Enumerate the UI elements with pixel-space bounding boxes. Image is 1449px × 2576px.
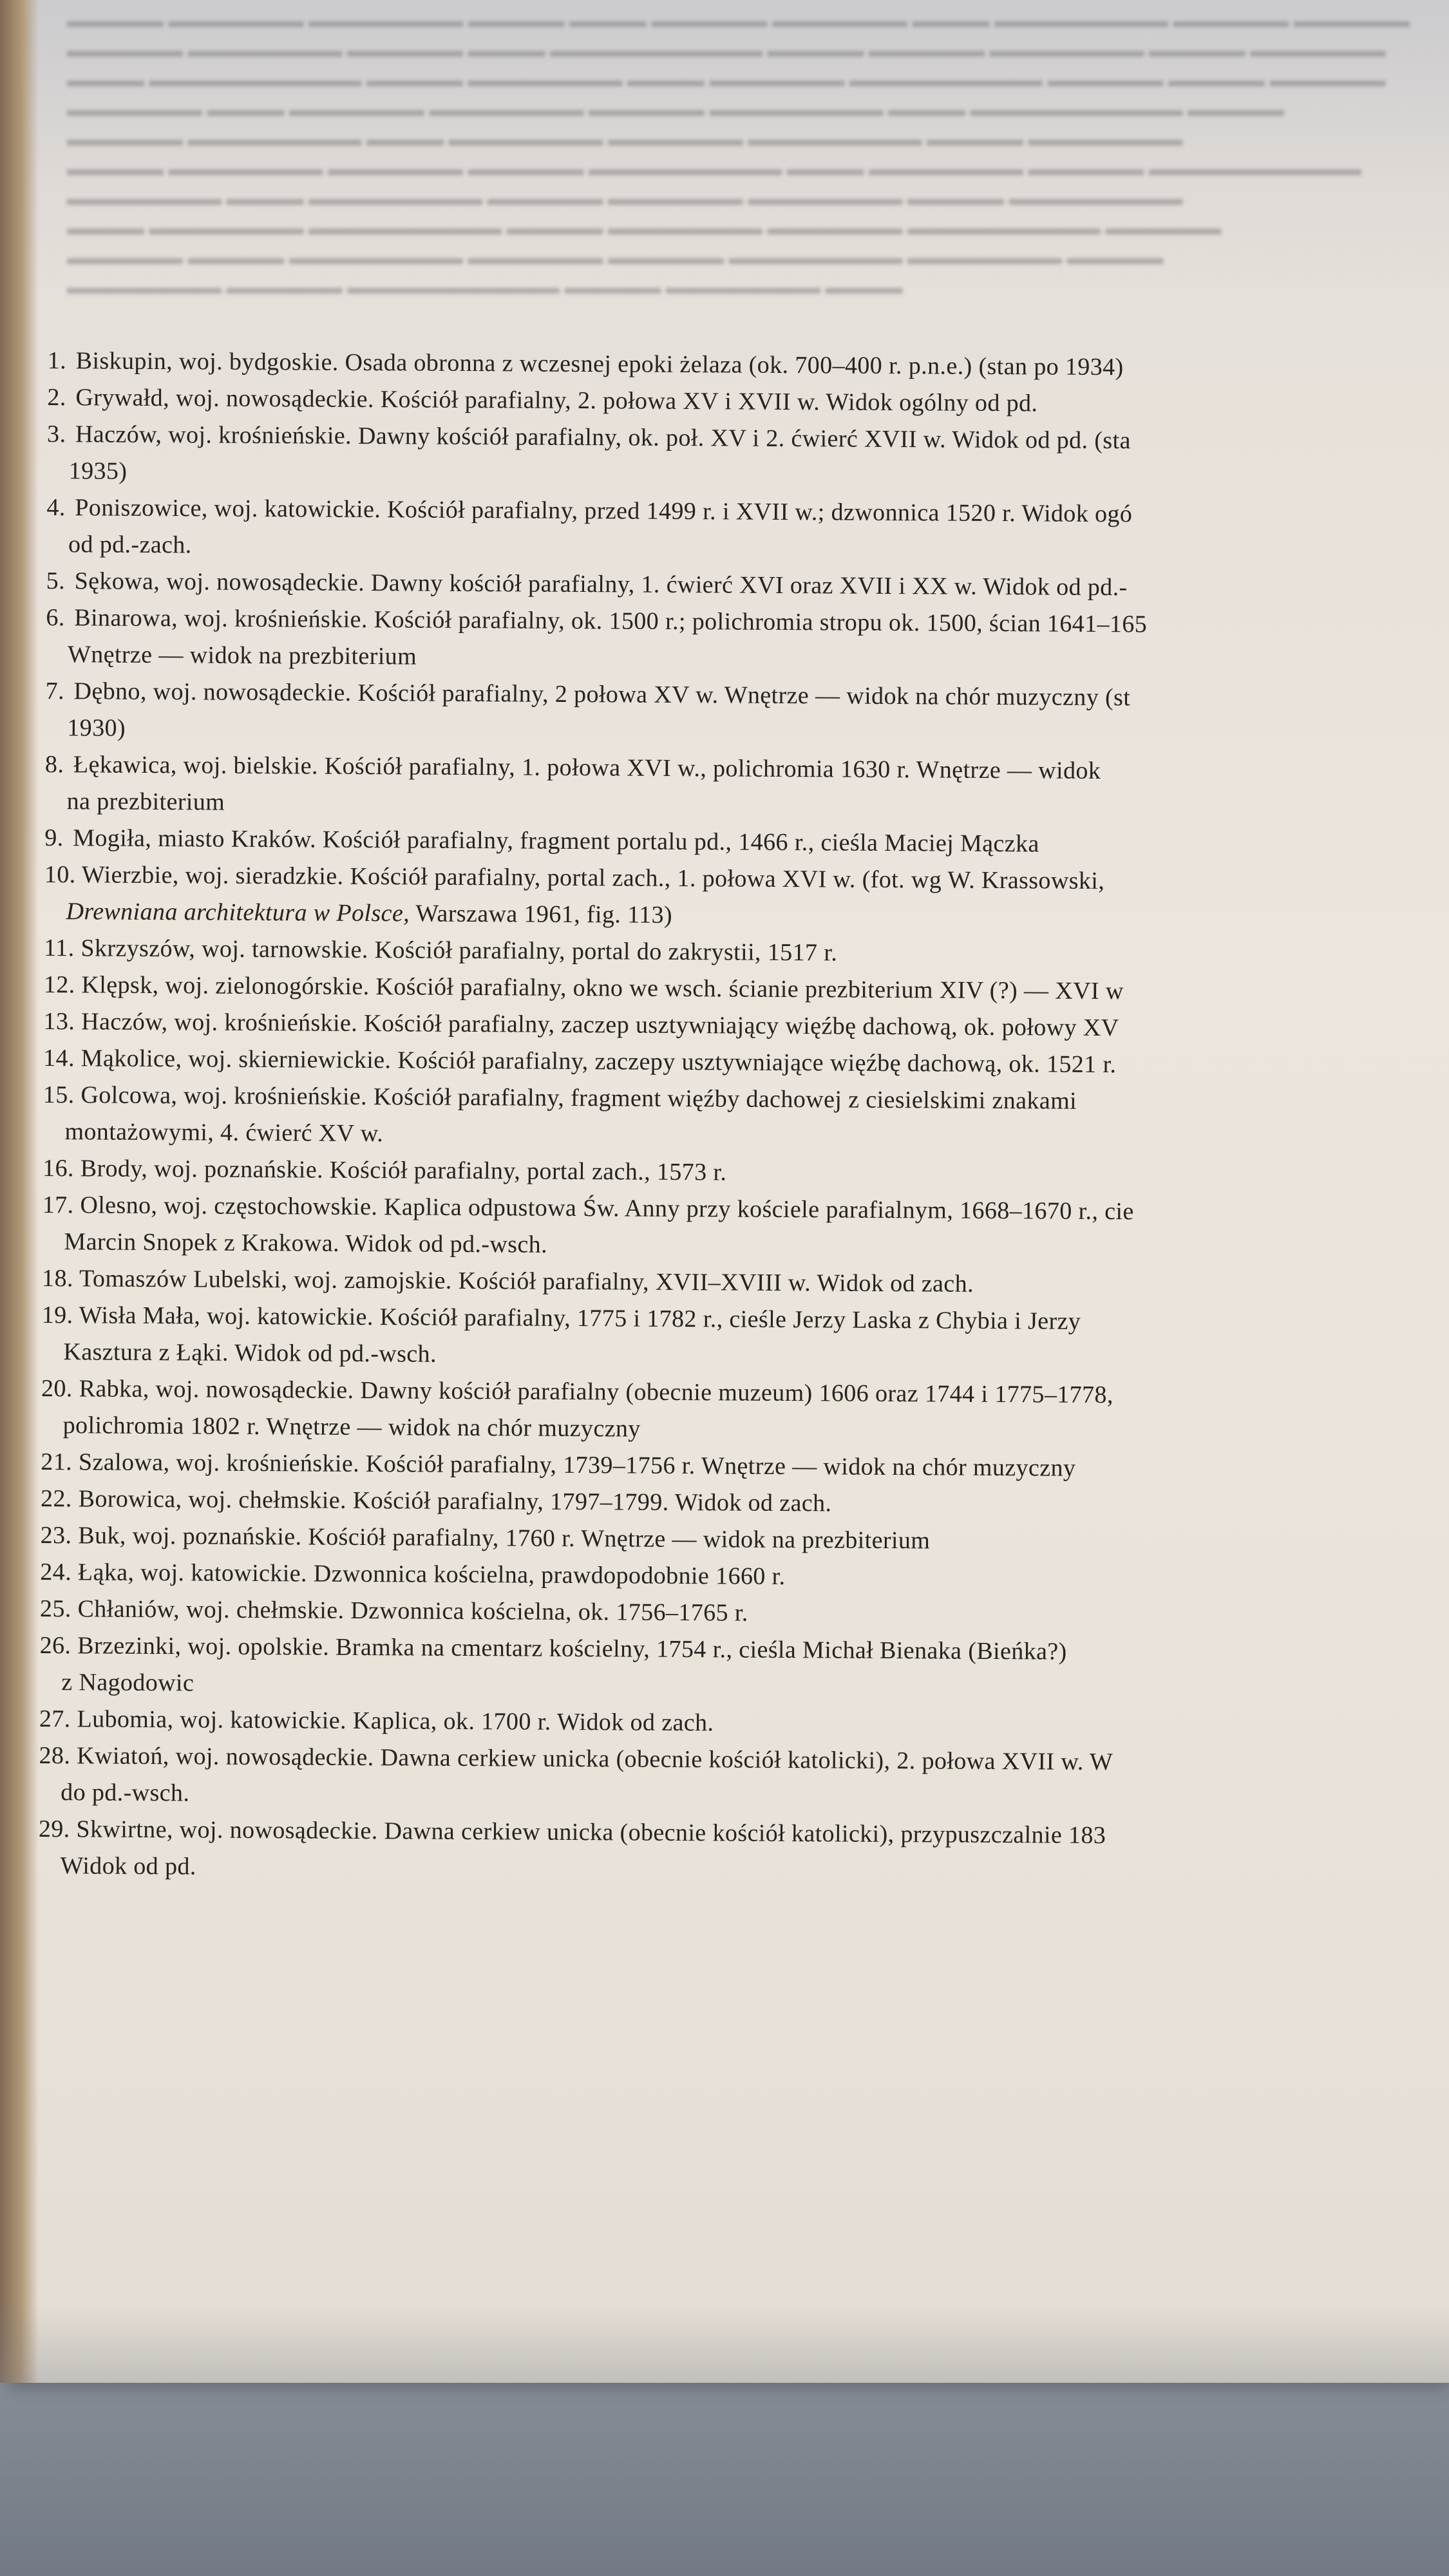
- caption-text: Kwiatoń, woj. nowosądeckie. Dawna cerkiew unicka (obecnie kościół katolicki), 2. połowa XVII w. W do pd.-wsch.: [61, 1742, 1113, 1807]
- caption-text: Szalowa, woj. krośnieńskie. Kościół parafialny, 1739–1756 r. Wnętrze — widok na chór muzyczny: [78, 1448, 1076, 1482]
- caption-item: [43, 1077, 1449, 1159]
- caption-item: [47, 416, 1449, 498]
- caption-number: 29.: [38, 1815, 70, 1843]
- caption-number: 15.: [43, 1081, 75, 1109]
- caption-text: Chłaniów, woj. chełmskie. Dzwonnica kościelna, ok. 1756–1765 r.: [77, 1595, 748, 1627]
- caption-text: Grywałd, woj. nowosądeckie. Kościół parafialny, 2. połowa XV i XVII w. Widok ogólny od pd.: [75, 384, 1038, 417]
- caption-text: Skwirtne, woj. nowosądeckie. Dawna cerkiew unicka (obecnie kościół katolicki), przypuszczalnie 183 Widok od pd.: [60, 1815, 1106, 1880]
- caption-text: Klępsk, woj. zielonogórskie. Kościół parafialny, okno we wsch. ścianie prezbiterium XIV (?) — XVI w: [81, 971, 1124, 1005]
- caption-number: 22.: [40, 1484, 72, 1513]
- caption-text: Biskupin, woj. bydgoskie. Osada obronna z wczesnej epoki żelaza (ok. 700–400 r. p.n.e.) (stan po 1934): [75, 347, 1124, 381]
- caption-item: [44, 746, 1449, 828]
- caption-item: [41, 1297, 1449, 1379]
- caption-text: Haczów, woj. krośnieńskie. Dawny kościół parafialny, ok. poł. XV i 2. ćwierć XVII w. Widok od pd. (sta 1935): [68, 421, 1131, 485]
- caption-text: Lubomia, woj. katowickie. Kaplica, ok. 1700 r. Widok od zach.: [77, 1705, 714, 1737]
- page-shadow-bottom: [0, 2306, 1449, 2576]
- caption-item: [38, 1811, 1449, 1893]
- caption-number: 11.: [44, 934, 75, 962]
- caption-text: Mąkolice, woj. skierniewickie. Kościół parafialny, zaczepy usztywniające więźbę dachową, ok. 1521 r.: [80, 1045, 1117, 1079]
- caption-item: [46, 489, 1449, 571]
- caption-number: 25.: [39, 1595, 71, 1623]
- caption-number: 9.: [44, 824, 64, 852]
- caption-number: 13.: [43, 1007, 75, 1036]
- caption-number: 14.: [43, 1044, 75, 1072]
- caption-number: 23.: [40, 1521, 72, 1549]
- caption-text: Sękowa, woj. nowosądeckie. Dawny kościół parafialny, 1. ćwierć XVI oraz XVII i XX w. Widok od pd.-: [74, 567, 1128, 601]
- caption-text-continued: Warszawa 1961, fig. 113): [409, 900, 673, 929]
- caption-number: 5.: [46, 567, 66, 595]
- caption-item: [39, 1738, 1449, 1819]
- caption-number: 8.: [44, 750, 64, 779]
- caption-text: Wierzbie, woj. sieradzkie. Kościół parafialny, portal zach., 1. połowa XVI w. (fot. wg W. Krassowski,: [81, 861, 1105, 895]
- caption-number: 27.: [39, 1705, 71, 1733]
- caption-book-title: Drewniana architektura w Polsce,: [66, 898, 410, 927]
- caption-number: 19.: [41, 1301, 73, 1329]
- caption-text: Golcowa, woj. krośnieńskie. Kościół parafialny, fragment więźby dachowej z ciesielskimi znakami montażowymi, 4. ćwierć XV w.: [64, 1081, 1077, 1148]
- caption-text: Poniszowice, woj. katowickie. Kościół parafialny, przed 1499 r. i XVII w.; dzwonnica 1520 r. Widok ogó od pd.-zach.: [68, 494, 1133, 559]
- caption-text: Binarowa, woj. krośnieńskie. Kościół parafialny, ok. 1500 r.; polichromia stropu ok. 1500, ścian 1641–165 Wnętrze — widok na prezbiterium: [67, 604, 1148, 670]
- caption-text: Brody, woj. poznańskie. Kościół parafialny, portal zach., 1573 r.: [80, 1155, 727, 1186]
- caption-item: [44, 857, 1449, 938]
- blurred-text-block: ▬▬▬▬▬ ▬▬▬▬▬▬▬ ▬▬▬▬▬▬▬▬ ▬▬▬▬▬ ▬▬▬▬ ▬▬▬▬▬▬ ▬▬▬▬▬▬▬ ▬▬▬▬ ▬▬▬▬▬▬▬▬▬ ▬▬▬▬▬▬ ▬▬▬▬▬▬ ▬▬▬▬▬▬ ▬▬▬▬▬▬▬▬ ▬▬▬▬▬▬ ▬▬▬▬ ▬▬▬▬▬▬▬▬▬▬▬ ▬▬▬▬▬ ▬▬▬▬▬▬ ▬▬▬▬▬▬▬▬ ▬▬▬▬▬ ▬▬▬▬▬▬▬ ▬▬▬▬ ▬▬▬▬▬▬▬▬▬▬▬ ▬▬▬▬▬ ▬▬▬▬▬▬▬▬ ▬▬▬▬ ▬▬▬▬▬▬▬ ▬▬▬▬▬▬▬▬▬▬ ▬▬▬▬▬▬ ▬▬▬▬▬ ▬▬▬▬▬▬ ▬▬▬▬▬▬▬ ▬▬▬▬ ▬▬▬▬▬▬▬ ▬▬▬▬▬▬▬▬ ▬▬▬▬▬▬ ▬▬▬▬▬▬▬▬▬ ▬▬▬▬ ▬▬▬▬▬▬▬▬▬▬▬ ▬▬▬▬▬ ▬▬▬▬▬▬ ▬▬▬▬▬▬▬▬▬ ▬▬▬▬ ▬▬▬▬▬▬▬▬ ▬▬▬▬▬▬▬ ▬▬▬▬▬▬▬▬▬ ▬▬▬▬▬ ▬▬▬▬▬▬▬▬ ▬▬▬▬▬ ▬▬▬▬▬▬▬▬ ▬▬▬▬▬▬▬ ▬▬▬▬▬▬ ▬▬▬▬▬▬▬▬▬▬ ▬▬▬▬ ▬▬▬▬▬▬▬▬ ▬▬▬▬▬▬ ▬▬▬▬▬▬▬▬▬▬▬ ▬▬▬▬▬▬▬▬ ▬▬▬▬ ▬▬▬▬▬▬▬▬▬ ▬▬▬▬▬▬ ▬▬▬▬▬▬▬ ▬▬▬▬▬▬▬▬ ▬▬▬▬▬ ▬▬▬▬▬▬▬▬▬ ▬▬▬▬ ▬▬▬▬▬▬▬▬ ▬▬▬▬▬▬▬▬▬▬ ▬▬▬▬▬ ▬▬▬▬▬▬▬▬ ▬▬▬▬▬▬▬ ▬▬▬▬▬▬▬▬▬▬ ▬▬▬▬▬▬ ▬▬▬▬▬▬ ▬▬▬▬▬ ▬▬▬▬▬▬▬▬▬ ▬▬▬▬▬▬▬ ▬▬▬▬▬▬ ▬▬▬▬▬▬▬▬▬ ▬▬▬▬▬▬▬▬ ▬▬▬▬▬ ▬▬▬▬▬▬▬▬ ▬▬▬▬▬▬ ▬▬▬▬▬▬▬▬▬▬▬ ▬▬▬▬▬ ▬▬▬▬▬▬▬▬ ▬▬▬▬: [67, 10, 1410, 298]
- caption-item: [39, 1627, 1449, 1709]
- caption-number: 16.: [43, 1154, 74, 1182]
- caption-text: Buk, woj. poznańskie. Kościół parafialny, 1760 r. Wnętrze — widok na prezbiterium: [78, 1522, 931, 1555]
- caption-item: [45, 673, 1449, 755]
- caption-number: 1.: [47, 346, 67, 375]
- caption-number: 20.: [41, 1374, 73, 1403]
- caption-text: Haczów, woj. krośnieńskie. Kościół parafialny, zaczep usztywniający więźbę dachową, ok. połowy XV: [81, 1008, 1119, 1042]
- caption-text: Olesno, woj. częstochowskie. Kaplica odpustowa Św. Anny przy kościele parafialnym, 1668–1670 r., cie Marcin Snopek z Krakowa. Widok od pd.-wsch.: [64, 1191, 1134, 1258]
- caption-item: [41, 1370, 1449, 1452]
- caption-text: Łękawica, woj. bielskie. Kościół parafialny, 1. połowa XVI w., polichromia 1630 r. Wnętrze — widok na prezbiterium: [66, 751, 1101, 816]
- caption-text: Borowica, woj. chełmskie. Kościół parafialny, 1797–1799. Widok od zach.: [78, 1485, 832, 1517]
- caption-number: 21.: [41, 1448, 73, 1476]
- out-of-focus-top-area: [9, 0, 1449, 309]
- caption-number: 2.: [47, 383, 66, 412]
- caption-text: Dębno, woj. nowosądeckie. Kościół parafialny, 2 połowa XV w. Wnętrze — widok na chór muzyczny (st 1930): [67, 677, 1131, 742]
- caption-number: 28.: [39, 1741, 71, 1770]
- caption-number: 26.: [39, 1631, 71, 1660]
- caption-number: 18.: [41, 1264, 73, 1293]
- caption-number: 7.: [45, 677, 65, 705]
- caption-number: 24.: [40, 1558, 72, 1586]
- book-page: [9, 0, 1449, 2383]
- caption-text: Wisła Mała, woj. katowickie. Kościół parafialny, 1775 i 1782 r., cieśle Jerzy Laska z Chybia i Jerzy Kasztura z Łąki. Widok od pd.-wsch.: [63, 1302, 1081, 1368]
- caption-number: 3.: [47, 420, 66, 448]
- caption-number: 6.: [46, 603, 65, 632]
- illustration-caption-list: [38, 343, 1449, 1893]
- caption-text: Rabka, woj. nowosądeckie. Dawny kościół parafialny (obecnie muzeum) 1606 oraz 1744 i 1775–1778, polichromia 1802 r. Wnętrze — widok na chór muzyczny: [62, 1375, 1113, 1443]
- caption-text: Mogiła, miasto Kraków. Kościół parafialny, fragment portalu pd., 1466 r., cieśla Maciej Mączka: [73, 824, 1039, 858]
- caption-number: 10.: [44, 860, 76, 889]
- caption-item: [46, 600, 1449, 681]
- caption-number: 12.: [43, 971, 75, 999]
- caption-text: Skrzyszów, woj. tarnowskie. Kościół parafialny, portal do zakrystii, 1517 r.: [80, 934, 838, 967]
- caption-text: Tomaszów Lubelski, woj. zamojskie. Kościół parafialny, XVII–XVIII w. Widok od zach.: [79, 1265, 974, 1298]
- caption-text: Brzezinki, woj. opolskie. Bramka na cmentarz kościelny, 1754 r., cieśla Michał Bienaka (Bieńka?) z Nagodowic: [61, 1632, 1067, 1697]
- book-spine-edge: [0, 0, 39, 2383]
- caption-item: [42, 1187, 1449, 1269]
- caption-text: Łąka, woj. katowickie. Dzwonnica kościelna, prawdopodobnie 1660 r.: [77, 1558, 786, 1591]
- caption-number: 4.: [46, 493, 66, 522]
- caption-number: 17.: [42, 1191, 74, 1219]
